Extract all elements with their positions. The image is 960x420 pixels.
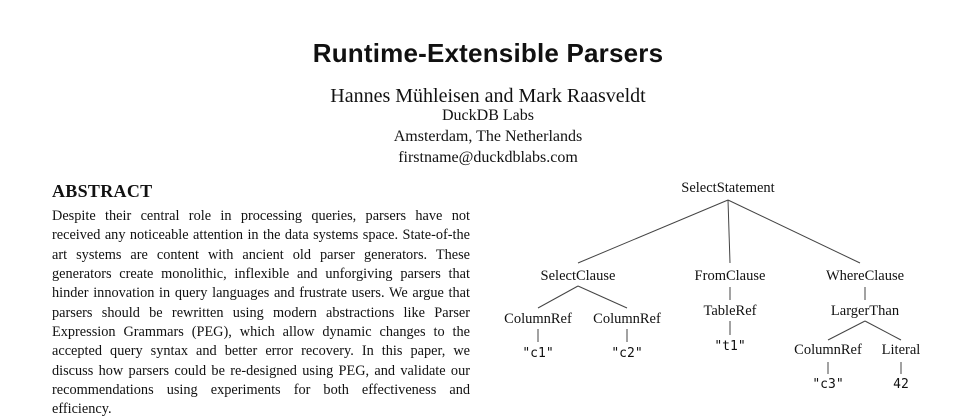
node-select-statement: SelectStatement (681, 180, 775, 196)
leaf-t1: "t1" (714, 339, 746, 354)
leaf-c3: "c3" (812, 377, 844, 392)
node-select-clause: SelectClause (540, 268, 616, 284)
node-column-ref-2: ColumnRef (593, 311, 661, 327)
edge-root-select (578, 200, 728, 263)
affiliation: DuckDB Labs (442, 107, 534, 124)
node-column-ref-3: ColumnRef (794, 342, 862, 358)
abstract-heading: ABSTRACT (52, 181, 153, 201)
leaf-c1: "c1" (522, 346, 554, 361)
edge-largerthan-literal (865, 321, 901, 340)
edge-select-colref1 (538, 286, 578, 308)
leaf-c2: "c2" (611, 346, 643, 361)
edge-select-colref2 (578, 286, 627, 308)
location: Amsterdam, The Netherlands (393, 128, 583, 145)
abstract-text: Despite their central role in processing queries, parsers have not received any noticeable attention in the data systems space. State-of-the art systems are content with ancient old parser generators. These generators create monolithic, inflexible and unforgiving parsers that hinder innovation in query languages and frustrate users. We argue that parsers should be rewritten using modern abstractions like Parser Expression Grammars (PEG), which allow dynamic changes to the accepted query syntax and better error recovery. In this paper, we discuss how parsers could be re-designed using PEG, and validate our recommendations using experiments for both effectiveness and efficiency. (52, 208, 470, 418)
paper-title: Runtime-Extensible Parsers (312, 38, 664, 68)
node-where-clause: WhereClause (825, 268, 905, 284)
node-literal: Literal (881, 342, 921, 358)
node-table-ref: TableRef (703, 303, 757, 319)
node-larger-than: LargerThan (830, 303, 900, 319)
edge-root-from (728, 200, 730, 263)
node-column-ref-1: ColumnRef (504, 311, 572, 327)
email: firstname@duckdblabs.com (398, 149, 578, 166)
leaf-42: 42 (893, 377, 909, 392)
edge-root-where (728, 200, 860, 263)
parse-tree-figure (490, 170, 950, 405)
paper-authors: Hannes Mühleisen and Mark Raasveldt (330, 85, 646, 107)
edge-largerthan-colref3 (828, 321, 865, 340)
node-from-clause: FromClause (694, 268, 766, 284)
